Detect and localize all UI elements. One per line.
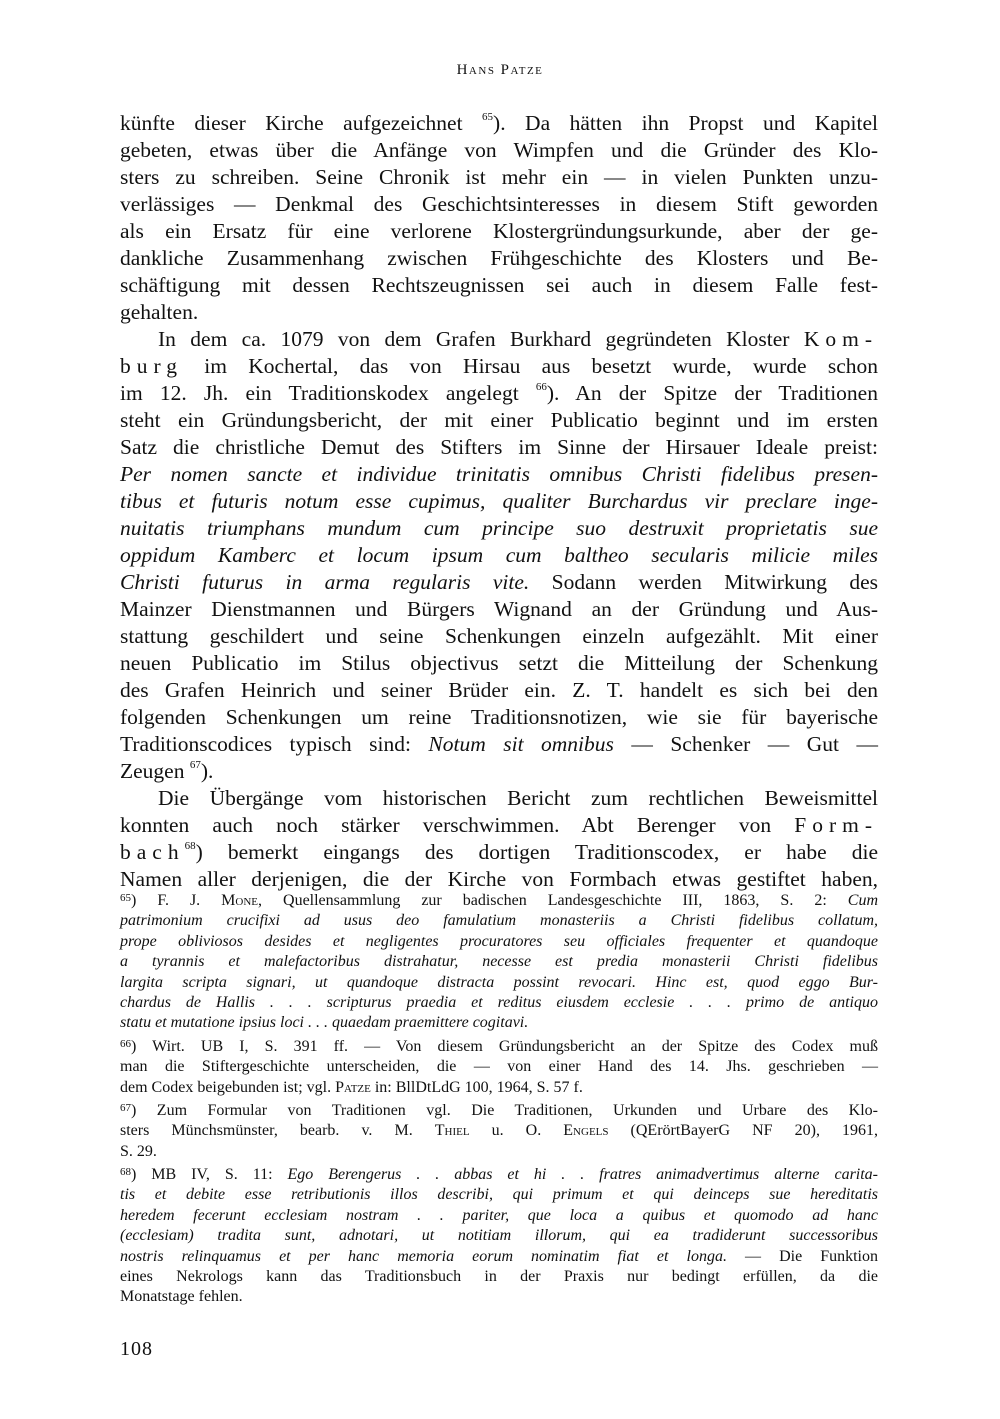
body-line <box>120 758 878 785</box>
body-line <box>120 569 878 596</box>
footnote-line <box>120 911 878 931</box>
spaced-name: Form- <box>794 813 878 837</box>
body-line <box>120 596 878 623</box>
text-run: als ein Ersatz für eine verlorene Klostergründungsurkunde, aber der ge- <box>120 219 878 243</box>
footnote-line <box>120 1121 878 1141</box>
text-run: Mainzer Dienstmannen und Bürgers Wignand an der Gründung und Aus- <box>120 597 878 621</box>
text-run: Satz die christliche Demut des Stifters im Sinne der Hirsauer Ideale preist: <box>120 435 878 459</box>
footnote-ref: 67 <box>120 1101 131 1114</box>
body-line <box>120 272 878 299</box>
body-line <box>120 839 878 866</box>
text-run: S. 29. <box>120 1142 157 1160</box>
text-run: in: BllDtLdG 100, 1964, S. 57 f. <box>370 1078 583 1096</box>
text-run: des Grafen Heinrich und seiner Brüder ein. Z. T. handelt es sich bei den <box>120 678 878 702</box>
text-run: u. O. <box>469 1122 564 1140</box>
author-name: Thiel <box>434 1122 470 1140</box>
text-run: ) F. J. <box>131 892 222 909</box>
footnote-line <box>120 1267 878 1287</box>
text-run: In dem ca. 1079 von dem Grafen Burkhard gegründeten Kloster <box>158 327 804 351</box>
body-line <box>120 299 878 326</box>
italic-text: heredem fecerunt ecclesiam nostram . . pariter, que loca a quibus et quomodo ad hanc <box>120 1206 878 1224</box>
text-run: steht ein Gründungsbericht, der mit einer Publicatio beginnt und im ersten <box>120 408 878 432</box>
text-run: Sodann werden Mitwirkung des <box>529 570 879 594</box>
text-run: neuen Publicatio im Stilus objectivus setzt die Mitteilung der Schenkung <box>120 651 878 675</box>
body-line <box>120 218 878 245</box>
footnote-line <box>120 973 878 993</box>
footnote-line <box>120 1078 878 1098</box>
text-run: ). An der Spitze der Traditionen <box>546 381 878 405</box>
body-line <box>120 515 878 542</box>
footnote-line <box>120 1247 878 1267</box>
footnote-line <box>120 1165 878 1185</box>
text-run: ) Wirt. UB I, S. 391 ff. — Von diesem Gründungsbericht an der Spitze des Codex muß <box>131 1037 878 1055</box>
italic-text: largita scripta signari, ut quandoque distracta possint revocari. Hinc est, quod eggo Bur- <box>120 973 878 991</box>
italic-text: Ego Berengerus . . abbas et hi . . fratres animadvertimus alterne carita- <box>287 1166 879 1184</box>
text-run: Monatstage fehlen. <box>120 1288 243 1306</box>
text-run: gehalten. <box>120 300 199 324</box>
text-run: gebeten, etwas über die Anfänge von Wimpfen und die Gründer des Klo- <box>120 138 878 162</box>
italic-text: prope obliviosos desides et negligentes procuratores seu officiales frequenter et quandoque <box>120 932 878 950</box>
text-run: , Quellensammlung zur badischen Landesgeschichte III, 1863, S. 2: <box>258 892 848 909</box>
footnote-line <box>120 1142 878 1162</box>
text-run: dankliche Zusammenhang zwischen Frühgeschichte des Klosters und Be- <box>120 246 878 270</box>
body-line <box>120 461 878 488</box>
italic-text: patrimonium crucifixi ad usus deo famulatium monasteriis a Christi fidelibus collatum, <box>120 912 878 930</box>
spaced-name: bach <box>120 840 185 864</box>
text-run: ). Da hätten ihn Propst und Kapitel <box>493 111 878 135</box>
text-run: — Schenker — Gut — <box>613 732 878 756</box>
footnote-line <box>120 1185 878 1205</box>
text-run: sters zu schreiben. Seine Chronik ist mehr ein — in vielen Punkten unzu- <box>120 165 878 189</box>
text-run: ) Zum Formular von Traditionen vgl. Die Traditionen, Urkunden und Urbare des Klo- <box>131 1101 878 1119</box>
body-line <box>120 110 878 137</box>
text-run: Die Übergänge vom historischen Bericht zum rechtlichen Beweismittel <box>158 786 878 810</box>
body-text <box>120 110 878 893</box>
italic-text: Notum sit omnibus <box>428 732 614 756</box>
footnote-line <box>120 952 878 972</box>
italic-text: chardus de Hallis . . . scripturus praedia et reditus eiusdem ecclesie . . . primo de antiquo <box>120 993 878 1011</box>
text-run: konnten auch noch stärker verschwimmen. Abt Berenger von <box>120 813 795 837</box>
text-run: stattung geschildert und seine Schenkungen einzeln aufgezählt. Mit einer <box>120 624 878 648</box>
footnote-line <box>120 1287 878 1307</box>
footnote-line <box>120 891 878 911</box>
footnote-line <box>120 1206 878 1226</box>
author-name: Mone <box>221 892 259 909</box>
italic-text: statu et mutatione ipsius loci . . . quaedam praemittere cogitavi. <box>120 1014 529 1032</box>
footnote-ref: 68 <box>184 840 196 852</box>
italic-text: tis et debite esse retributionis illos describi, qui primum et qui deinceps sue hereditatis <box>120 1186 878 1204</box>
italic-text: tibus et futuris notum esse cupimus, qualiter Burchardus vir preclare inge- <box>120 489 878 513</box>
body-line <box>120 137 878 164</box>
running-header: Hans Patze <box>456 62 544 78</box>
text-run: im 12. Jh. ein Traditionskodex angelegt <box>120 381 536 405</box>
body-line <box>120 812 878 839</box>
body-line <box>120 677 878 704</box>
italic-text: a tyrannis et malefactoribus distrahatur, necesse est predia monasterii Christi fidelibus <box>120 953 878 971</box>
body-line <box>120 731 878 758</box>
text-run: Traditionscodices typisch sind: <box>120 732 429 756</box>
footnote-line <box>120 1057 878 1077</box>
italic-text: Cum <box>847 892 878 909</box>
italic-text: nostris relinquamus et per hanc memoria eorum nominatim fiat et longa. <box>120 1247 727 1265</box>
text-run: verlässiges — Denkmal des Geschichtsinteresses in diesem Stift geworden <box>120 192 878 216</box>
body-line <box>120 380 878 407</box>
author-name: Engels <box>563 1122 609 1140</box>
footnote-line <box>120 1101 878 1121</box>
author-name: Patze <box>335 1078 371 1096</box>
text-run: künfte dieser Kirche aufgezeichnet <box>120 111 483 135</box>
text-run: sters Münchsmünster, bearb. v. M. <box>120 1122 435 1140</box>
body-line <box>120 353 878 380</box>
footnote-line <box>120 1226 878 1246</box>
body-line <box>120 407 878 434</box>
text-run: man die Stiftergeschichte unterscheiden, die — von einer Hand des 14. Jhs. geschrieben — <box>120 1058 878 1076</box>
page-number: 108 <box>120 1338 153 1360</box>
italic-text: oppidum Kamberc et locum ipsum cum baltheo secularis milicie miles <box>120 543 878 567</box>
body-line <box>120 164 878 191</box>
body-line <box>120 488 878 515</box>
text-run: (QErörtBayerG NF 20), 1961, <box>608 1122 878 1140</box>
body-line <box>120 785 878 812</box>
text-run: im Kochertal, das von Hirsau aus besetzt wurde, wurde schon <box>183 354 878 378</box>
footnote-line <box>120 993 878 1013</box>
footnote-ref: 65 <box>482 111 494 123</box>
text-run: folgenden Schenkungen um reine Traditionsnotizen, wie sie für bayerische <box>120 705 878 729</box>
italic-text: (ecclesiam) tradita sunt, adnotari, ut notitiam illorum, qui ea tradiderunt successoribus <box>120 1227 878 1245</box>
text-run: Zeugen <box>120 759 190 783</box>
text-run: ). <box>200 759 214 783</box>
footnote-line <box>120 932 878 952</box>
body-line <box>120 650 878 677</box>
footnote-ref: 66 <box>535 381 547 393</box>
text-run: Namen aller derjenigen, die der Kirche von Formbach etwas gestiftet haben, <box>120 867 878 891</box>
body-line <box>120 542 878 569</box>
body-line <box>120 326 878 353</box>
italic-text: Christi futurus in arma regularis vite. <box>120 570 530 594</box>
body-line <box>120 866 878 893</box>
text-run: ) MB IV, S. 11: <box>131 1166 288 1184</box>
text-run: — Die Funktion <box>726 1247 878 1265</box>
body-line <box>120 704 878 731</box>
footnote-ref: 65 <box>120 892 131 904</box>
text-run: ) bemerkt eingangs des dortigen Traditionscodex, er habe die <box>195 840 878 864</box>
footnotes <box>120 891 878 1308</box>
spaced-name: burg <box>120 354 184 378</box>
text-run: schäftigung mit dessen Rechtszeugnissen sei auch in diesem Falle fest- <box>120 273 878 297</box>
footnote-ref: 68 <box>120 1166 131 1179</box>
italic-text: Per nomen sancte et individue trinitatis omnibus Christi fidelibus presen- <box>120 462 878 486</box>
text-run: eines Nekrologs kann das Traditionsbuch in der Praxis nur bedingt erfüllen, da die <box>120 1268 878 1286</box>
footnote-ref: 67 <box>189 759 201 771</box>
footnote-line <box>120 1013 878 1033</box>
body-line <box>120 434 878 461</box>
spaced-name: Kom- <box>803 327 878 351</box>
text-run: dem Codex beigebunden ist; vgl. <box>120 1078 336 1096</box>
italic-text: nuitatis triumphans mundum cum principe suo destruxit proprietatis sue <box>120 516 878 540</box>
footnote-ref: 66 <box>120 1037 131 1050</box>
footnote-line <box>120 1037 878 1057</box>
body-line <box>120 245 878 272</box>
body-line <box>120 191 878 218</box>
body-line <box>120 623 878 650</box>
